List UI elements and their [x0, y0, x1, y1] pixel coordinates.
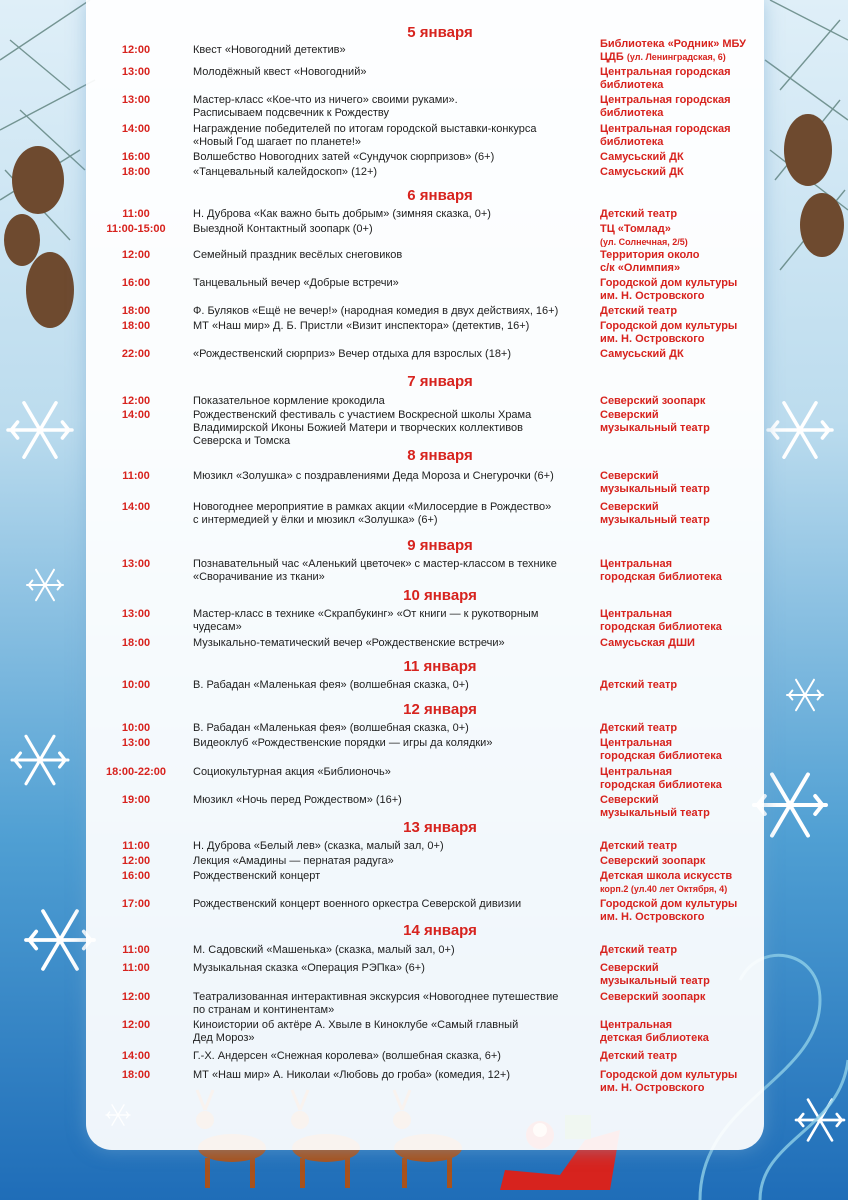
event-time: 16:00: [121, 277, 151, 289]
event-place: Северский зоопарк: [600, 855, 706, 867]
day-heading: 9 января: [407, 537, 473, 554]
event-time: 11:00-15:00: [106, 223, 166, 235]
event-description: Мастер-класс «Кое-что из ничего» своими руками». Расписываем подсвечник к Рождеству: [193, 94, 458, 119]
event-description: Познавательный час «Аленький цветочек» с мастер-классом в технике «Сворачивание из ткани»: [193, 558, 557, 583]
event-place: Детский театр: [600, 1050, 678, 1062]
event-description: Новогоднее мероприятие в рамках акции «Милосердие в Рождество» с интермедией у ёлки и мюзикл «Золушка» (6+): [193, 501, 552, 526]
event-place: Городской дом культуры им. Н. Островского: [600, 277, 738, 302]
event-place: Северский музыкальный театр: [600, 501, 710, 526]
event-place: Городской дом культуры им. Н. Островского: [600, 1069, 738, 1094]
event-time: 16:00: [121, 870, 151, 882]
event-time: 14:00: [121, 123, 151, 135]
event-description: Награждение победителей по итогам городской выставки-конкурса «Новый Год шагает по планете!»: [193, 123, 537, 148]
event-description: Ф. Буляков «Ещё не вечер!» (народная комедия в двух действиях, 16+): [193, 305, 559, 317]
event-description: Музыкально-тематический вечер «Рождественские встречи»: [193, 637, 505, 649]
event-time: 11:00: [122, 840, 150, 852]
event-time: 17:00: [121, 898, 151, 910]
event-time: 12:00: [121, 1019, 151, 1031]
event-place: Центральная городская библиотека: [600, 558, 722, 583]
event-place: Территория около с/к «Олимпия»: [600, 249, 700, 274]
event-place: Центральная городская библиотека: [600, 66, 731, 91]
event-description: М. Садовский «Машенька» (сказка, малый зал, 0+): [193, 944, 455, 956]
event-description: Н. Дуброва «Как важно быть добрым» (зимняя сказка, 0+): [193, 208, 491, 220]
event-description: «Рождественский сюрприз» Вечер отдыха для взрослых (18+): [193, 348, 512, 360]
event-place: Городской дом культуры им. Н. Островского: [600, 898, 738, 923]
event-description: Киноистории об актёре А. Хвыле в Киноклубе «Самый главный Дед Мороз»: [193, 1019, 519, 1044]
event-time: 10:00: [121, 679, 151, 691]
day-heading: 13 января: [403, 819, 477, 836]
event-place: Северский музыкальный театр: [600, 962, 710, 987]
event-time: 18:00: [121, 637, 151, 649]
event-time: 12:00: [121, 395, 151, 407]
day-heading: 6 января: [407, 187, 473, 204]
event-time: 11:00: [122, 208, 150, 220]
event-place: Самусьская ДШИ: [600, 637, 695, 649]
event-place: Библиотека «Родник» МБУ ЦДБ (ул. Ленинградская, 6): [600, 38, 747, 63]
event-description: Семейный праздник весёлых снеговиков: [193, 249, 403, 261]
event-time: 13:00: [121, 558, 151, 570]
event-place: Детский театр: [600, 679, 678, 691]
event-time: 16:00: [121, 151, 151, 163]
event-description: Лекция «Амадины — пернатая радуга»: [193, 855, 394, 867]
day-heading: 12 января: [403, 701, 477, 718]
event-time: 13:00: [121, 737, 151, 749]
event-description: Танцевальный вечер «Добрые встречи»: [193, 277, 399, 289]
event-place: Городской дом культуры им. Н. Островского: [600, 320, 738, 345]
event-description: Н. Дуброва «Белый лев» (сказка, малый зал, 0+): [193, 840, 444, 852]
day-heading: 10 января: [403, 587, 477, 604]
event-time: 12:00: [121, 249, 151, 261]
event-description: В. Рабадан «Маленькая фея» (волшебная сказка, 0+): [193, 679, 469, 691]
event-description: Г.-Х. Андерсен «Снежная королева» (волшебная сказка, 6+): [193, 1050, 501, 1062]
event-place: Северский музыкальный театр: [600, 470, 710, 495]
event-place: Северский музыкальный театр: [600, 409, 710, 434]
event-place: Самусьский ДК: [600, 151, 684, 163]
event-time: 13:00: [121, 608, 151, 620]
event-place: Центральная городская библиотека: [600, 94, 731, 119]
event-place: Центральная городская библиотека: [600, 123, 731, 148]
event-place: Детский театр: [600, 944, 678, 956]
event-place: ТЦ «Томлад» (ул. Солнечная, 2/5): [600, 223, 688, 247]
day-heading: 11 января: [403, 658, 477, 675]
event-description: «Танцевальный калейдоскоп» (12+): [193, 166, 378, 178]
event-description: Мастер-класс в технике «Скрапбукинг» «От книги — к рукотворным чудесам»: [193, 608, 539, 633]
event-time: 14:00: [121, 409, 151, 421]
event-time: 18:00-22:00: [106, 766, 166, 778]
event-description: Показательное кормление крокодила: [193, 395, 385, 407]
event-description: В. Рабадан «Маленькая фея» (волшебная сказка, 0+): [193, 722, 469, 734]
event-description: Мюзикл «Ночь перед Рождеством» (16+): [193, 794, 402, 806]
event-time: 12:00: [121, 44, 151, 56]
event-description: Театрализованная интерактивная экскурсия «Новогоднее путешествие по странам и континентам»: [193, 991, 559, 1016]
event-place: Самусьский ДК: [600, 166, 684, 178]
event-time: 11:00: [122, 470, 150, 482]
event-time: 18:00: [121, 1069, 151, 1081]
event-description: Музыкальная сказка «Операция РЭПка» (6+): [193, 962, 425, 974]
event-description: Выездной Контактный зоопарк (0+): [193, 223, 373, 235]
event-description: МТ «Наш мир» А. Николаи «Любовь до гроба» (комедия, 12+): [193, 1069, 511, 1081]
day-heading: 7 января: [407, 373, 473, 390]
event-time: 18:00: [121, 305, 151, 317]
event-time: 14:00: [121, 501, 151, 513]
event-time: 14:00: [121, 1050, 151, 1062]
event-description: Рождественский концерт: [193, 870, 321, 882]
event-place: Северский зоопарк: [600, 991, 706, 1003]
event-place: Детский театр: [600, 840, 678, 852]
event-time: 12:00: [121, 855, 151, 867]
event-description: Мюзикл «Золушка» с поздравлениями Деда Мороза и Снегурочки (6+): [193, 470, 554, 482]
event-description: Волшебство Новогодних затей «Сундучок сюрпризов» (6+): [193, 151, 495, 163]
event-description: Социокультурная акция «Библионочь»: [193, 766, 391, 778]
event-place: Центральная городская библиотека: [600, 608, 722, 633]
event-place: Детская школа искусств корп.2 (ул.40 лет Октября, 4): [600, 870, 733, 894]
event-time: 18:00: [121, 320, 151, 332]
event-time: 10:00: [121, 722, 151, 734]
event-time: 11:00: [122, 944, 150, 956]
day-heading: 5 января: [407, 24, 473, 41]
event-time: 22:00: [121, 348, 151, 360]
event-description: Рождественский концерт военного оркестра Северской дивизии: [193, 898, 522, 910]
event-description: МТ «Наш мир» Д. Б. Пристли «Визит инспектора» (детектив, 16+): [193, 320, 530, 332]
event-place: Центральная детская библиотека: [600, 1019, 709, 1044]
event-time: 18:00: [121, 166, 151, 178]
event-place: Детский театр: [600, 208, 678, 220]
event-time: 12:00: [121, 991, 151, 1003]
event-time: 19:00: [121, 794, 151, 806]
day-heading: 14 января: [403, 922, 477, 939]
event-place: Самусьский ДК: [600, 348, 684, 360]
day-heading: 8 января: [407, 447, 473, 464]
event-description: Видеоклуб «Рождественские порядки — игры да колядки»: [193, 737, 493, 749]
event-time: 13:00: [121, 94, 151, 106]
event-place: Детский театр: [600, 305, 678, 317]
event-time: 11:00: [122, 962, 150, 974]
event-place: Детский театр: [600, 722, 678, 734]
event-description: Квест «Новогодний детектив»: [193, 44, 346, 56]
event-place: Центральная городская библиотека: [600, 766, 722, 791]
event-place: Северский музыкальный театр: [600, 794, 710, 819]
event-description: Молодёжный квест «Новогодний»: [193, 66, 367, 78]
event-place: Центральная городская библиотека: [600, 737, 722, 762]
event-time: 13:00: [121, 66, 151, 78]
event-description: Рождественский фестиваль с участием Воскресной школы Храма Владимирской Иконы Божией Матери и творческих коллективов Северска и Томска: [193, 409, 532, 447]
event-place: Северский зоопарк: [600, 395, 706, 407]
